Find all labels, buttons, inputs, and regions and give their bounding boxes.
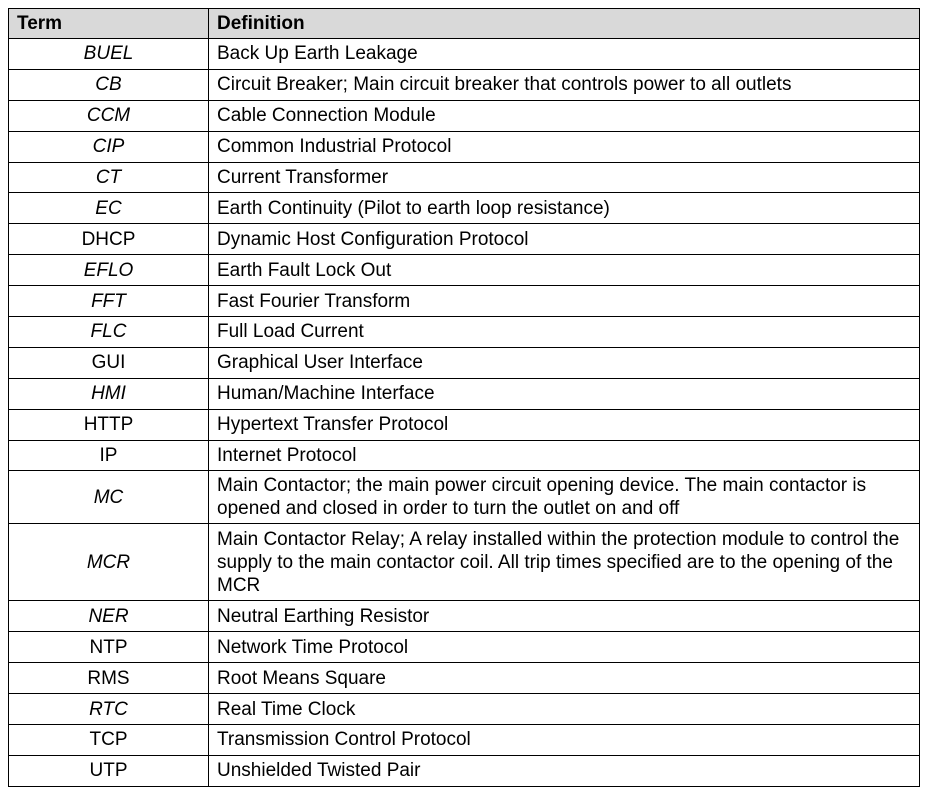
definition-cell: Unshielded Twisted Pair: [209, 755, 920, 786]
table-row: [9, 524, 920, 601]
table-row: [9, 193, 920, 224]
definition-cell: Fast Fourier Transform: [209, 286, 920, 317]
table-row: [9, 162, 920, 193]
table-body: [9, 39, 920, 787]
definition-cell: Earth Fault Lock Out: [209, 255, 920, 286]
definition-cell: Hypertext Transfer Protocol: [209, 409, 920, 440]
term-cell: DHCP: [9, 224, 209, 255]
definition-column-header: Definition: [209, 9, 920, 39]
term-cell: TCP: [9, 725, 209, 756]
definition-cell: Dynamic Host Configuration Protocol: [209, 224, 920, 255]
table-row: [9, 601, 920, 632]
term-cell: HMI: [9, 378, 209, 409]
term-cell: CIP: [9, 131, 209, 162]
term-cell: NTP: [9, 632, 209, 663]
definition-cell: Network Time Protocol: [209, 632, 920, 663]
definition-cell: Current Transformer: [209, 162, 920, 193]
term-cell: RTC: [9, 694, 209, 725]
term-cell: HTTP: [9, 409, 209, 440]
definition-cell: Transmission Control Protocol: [209, 725, 920, 756]
glossary-table: [8, 8, 920, 787]
table-row: [9, 694, 920, 725]
term-cell: UTP: [9, 755, 209, 786]
term-cell: MC: [9, 471, 209, 524]
table-row: [9, 755, 920, 786]
term-cell: FFT: [9, 286, 209, 317]
term-cell: GUI: [9, 347, 209, 378]
definition-cell: Earth Continuity (Pilot to earth loop resistance): [209, 193, 920, 224]
definition-cell: Back Up Earth Leakage: [209, 39, 920, 70]
term-cell: RMS: [9, 663, 209, 694]
table-row: [9, 131, 920, 162]
term-cell: IP: [9, 440, 209, 471]
table-row: [9, 378, 920, 409]
table-row: [9, 286, 920, 317]
table-row: [9, 471, 920, 524]
definition-cell: Internet Protocol: [209, 440, 920, 471]
table-row: [9, 69, 920, 100]
table-row: [9, 632, 920, 663]
definition-cell: Common Industrial Protocol: [209, 131, 920, 162]
definition-cell: Cable Connection Module: [209, 100, 920, 131]
definition-cell: Root Means Square: [209, 663, 920, 694]
table-row: [9, 255, 920, 286]
table-row: [9, 224, 920, 255]
term-cell: MCR: [9, 524, 209, 601]
header-row: [9, 9, 920, 39]
table-row: [9, 100, 920, 131]
definition-cell: Main Contactor Relay; A relay installed within the protection module to control the supply to the main contactor coil. All trip times specified are to the opening of the MCR: [209, 524, 920, 601]
definition-cell: Graphical User Interface: [209, 347, 920, 378]
definition-cell: Human/Machine Interface: [209, 378, 920, 409]
term-cell: CB: [9, 69, 209, 100]
term-cell: EC: [9, 193, 209, 224]
table-row: [9, 347, 920, 378]
table-row: [9, 725, 920, 756]
definition-cell: Full Load Current: [209, 317, 920, 348]
definition-cell: Real Time Clock: [209, 694, 920, 725]
term-column-header: Term: [9, 9, 209, 39]
definition-cell: Main Contactor; the main power circuit opening device. The main contactor is opened and closed in order to turn the outlet on and off: [209, 471, 920, 524]
term-cell: CCM: [9, 100, 209, 131]
term-cell: EFLO: [9, 255, 209, 286]
table-row: [9, 663, 920, 694]
table-row: [9, 440, 920, 471]
term-cell: NER: [9, 601, 209, 632]
definition-cell: Neutral Earthing Resistor: [209, 601, 920, 632]
table-header: [9, 9, 920, 39]
table-row: [9, 317, 920, 348]
definition-cell: Circuit Breaker; Main circuit breaker that controls power to all outlets: [209, 69, 920, 100]
table-row: [9, 39, 920, 70]
term-cell: BUEL: [9, 39, 209, 70]
term-cell: FLC: [9, 317, 209, 348]
table-row: [9, 409, 920, 440]
term-cell: CT: [9, 162, 209, 193]
